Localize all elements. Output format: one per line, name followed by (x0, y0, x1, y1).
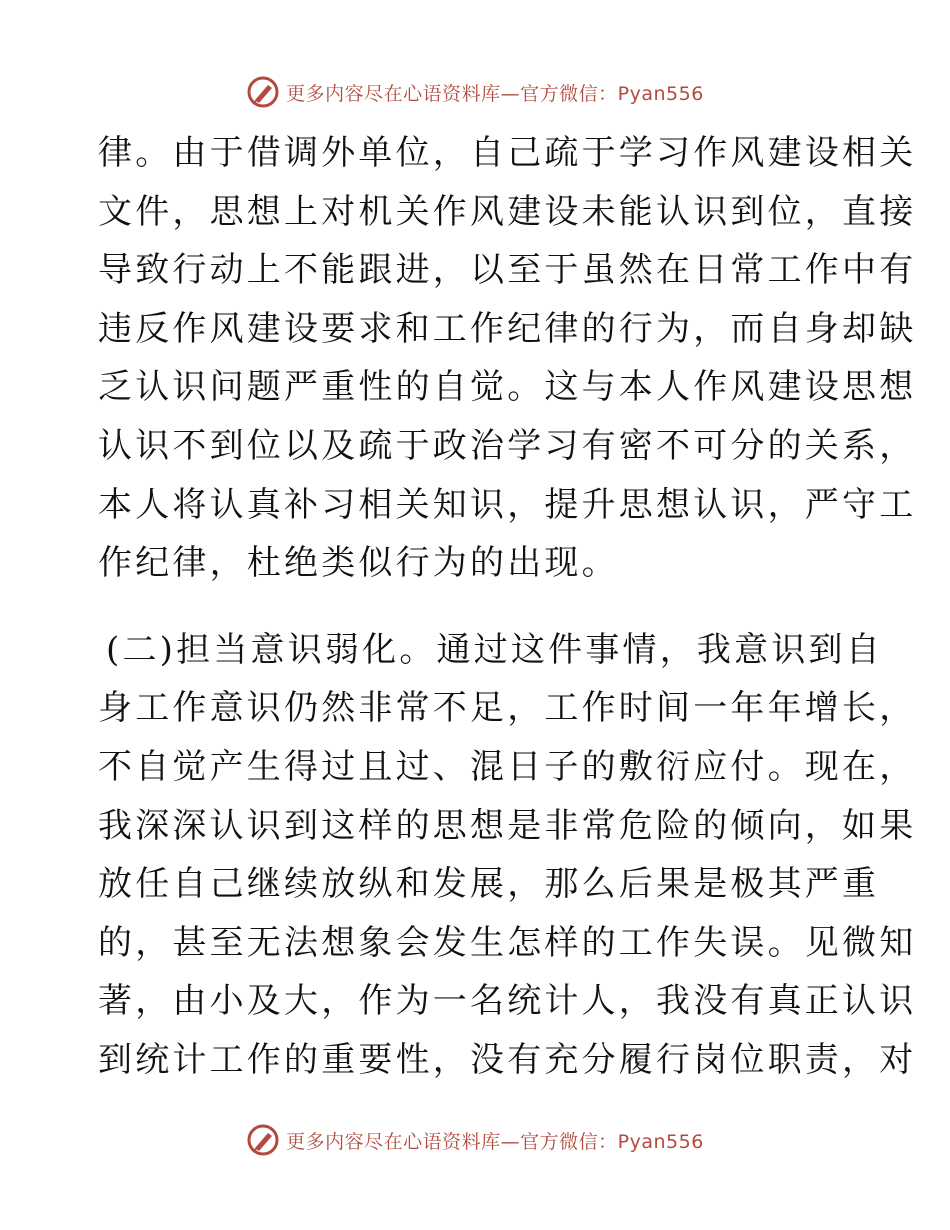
text-line: 认识不到位以及疏于政治学习有密不可分的关系， (98, 425, 917, 466)
text-line: 作纪律，杜绝类似行为的出现。 (98, 543, 619, 584)
text-line: 身工作意识仍然非常不足，工作时间一年年增长， (98, 688, 917, 729)
document-body (98, 124, 917, 1090)
text-line: 著，由小及大，作为一名统计人，我没有真正认识 (98, 981, 917, 1022)
text-line: 乏认识问题严重性的自觉。这与本人作风建设思想 (98, 367, 917, 408)
text-line: 律。由于借调外单位，自己疏于学习作风建设相关 (98, 133, 917, 173)
text-line: 本人将认真补习相关知识，提升思想认识，严守工 (98, 484, 917, 525)
text-line: 到统计工作的重要性，没有充分履行岗位职责，对 (98, 1039, 917, 1080)
paragraph-gap (98, 593, 858, 621)
text-line: 的，甚至无法想象会发生怎样的工作失误。见微知 (98, 922, 917, 963)
text-line: 放任自己继续放纵和发展，那么后果是极其严重 (98, 864, 880, 905)
text-line: 文件，思想上对机关作风建设未能认识到位，直接 (98, 191, 917, 232)
footer-watermark (0, 1120, 950, 1160)
text-line: 导致行动上不能跟进，以至于虽然在日常工作中有 (98, 250, 917, 291)
watermark-text: 更多内容尽在心语资料库—官方微信：Pyan556 (286, 1130, 704, 1153)
text-line: 违反作风建设要求和工作纪律的行为，而自身却缺 (98, 308, 917, 349)
text-line: 不自觉产生得过且过、混日子的敷衍应付。现在， (98, 746, 917, 787)
watermark-text: 更多内容尽在心语资料库—官方微信：Pyan556 (286, 82, 704, 105)
paragraph-1 (98, 124, 917, 593)
paragraph-2 (98, 621, 917, 1090)
text-line: (二)担当意识弱化。通过这件事情，我意识到自 (106, 629, 883, 670)
pen-logo-icon (246, 1123, 280, 1157)
pen-logo-icon (246, 75, 280, 109)
text-line: 我深深认识到这样的思想是非常危险的倾向，如果 (98, 805, 917, 846)
header-watermark (0, 72, 950, 112)
